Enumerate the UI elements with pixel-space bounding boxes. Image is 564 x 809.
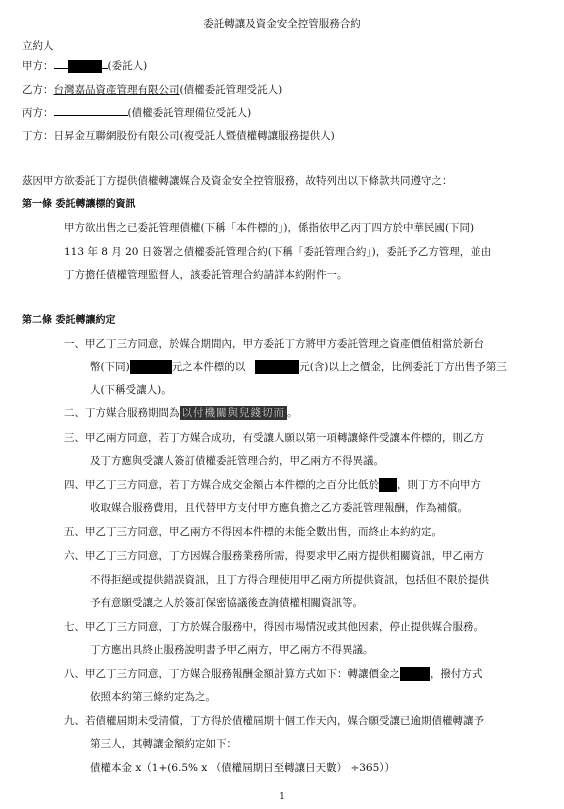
item-8-line-1 — [64, 666, 483, 681]
item-1-redaction-b — [255, 360, 299, 374]
item-9-line-1: 九、若債權屆期未受清償，丁方得於債權屆期十個工作天內，媒合願受讓已逾期債權轉讓予 — [64, 715, 484, 727]
article-1-line-2: 113 年 8 月 20 日簽署之債權委託管理合約(下稱「委託管理合約」)，委託予乙方管理，並由 — [64, 246, 492, 258]
party-d-label: 丁方： — [22, 130, 54, 142]
party-c-label: 丙方： — [22, 107, 54, 119]
party-d-line — [22, 128, 335, 143]
item-1-redaction-a — [130, 360, 172, 374]
item-1-line-2 — [90, 359, 507, 374]
item-9-line-2: 第三人，其轉讓金額約定如下： — [90, 738, 237, 750]
item-8-text-b: ，撥付方式 — [430, 668, 483, 680]
party-c-blank — [54, 115, 128, 116]
article-1-line-3: 丁方擔任債權管理監督人，該委託管理合約請詳本約附件一。 — [64, 269, 348, 281]
item-8-text-a: 八、甲乙丁三方同意，丁方媒合服務報酬金額計算方式如下：轉讓價金之 — [64, 668, 400, 680]
item-3-line-1: 三、甲乙兩方同意，若丁方媒合成功，有受讓人願以第一項轉讓條件受讓本件標的，則乙方 — [64, 432, 484, 444]
article-2-heading: 第二條 委託轉讓約定 — [22, 315, 116, 326]
parties-heading: 立約人 — [22, 40, 54, 52]
party-b-label: 乙方： — [22, 84, 54, 96]
item-6-line-2: 不得拒絕或提供錯誤資訊，且丁方得合理使用甲乙兩方所提供資訊，包括但不限於提供 — [90, 574, 489, 586]
party-d-text: 日昇金互聯網股份有限公司(複受託人暨債權轉讓服務提供人) — [53, 130, 335, 142]
item-7-line-2: 丁方應出具終止服務說明書予甲乙兩方，甲乙兩方不得異議。 — [90, 644, 374, 656]
item-9-formula: 債權本金 x（1+(6.5% x （債權屆期日至轉讓日天數） ÷365）） — [90, 762, 396, 774]
party-b-name: 台灣嘉品資產管理有限公司 — [53, 84, 180, 96]
item-4-line-1 — [64, 477, 481, 492]
item-1-text-a: 幣(下同) — [90, 361, 130, 373]
item-7-line-1: 七、甲乙丁三方同意，丁方於媒合服務中，得因市場情況或其他因素，停止提供媒合服務。 — [64, 621, 484, 633]
intro-paragraph: 茲因甲方欲委託丁方提供債權轉讓媒合及資金安全控管服務，故特列出以下條款共同遵守之： — [22, 175, 453, 187]
item-4-text-b: ，則丁方不向甲方 — [397, 479, 481, 491]
item-4-redaction — [379, 478, 397, 492]
party-a-redaction — [68, 60, 102, 73]
party-c-role: (債權委託管理備位受託人) — [127, 107, 252, 119]
party-a-role: (委託人) — [107, 60, 148, 72]
item-8-line-2: 依照本約第三條約定為之。 — [90, 691, 216, 703]
item-2-text-a: 二、丁方媒合服務期間為 — [64, 407, 180, 419]
item-3-line-2: 及丁方應與受讓人簽訂債權委託管理合約，甲乙兩方不得異議。 — [90, 455, 384, 467]
item-2-line — [64, 405, 298, 420]
item-2-text-b: 。 — [287, 407, 298, 419]
item-6-line-1: 六、甲乙丁三方同意，丁方因媒合服務業務所需，得要求甲乙兩方提供相關資訊，甲乙兩方 — [64, 550, 484, 562]
article-1-line-1: 甲方欲出售之已委託管理債權(下稱「本件標的」)，係指依甲乙丙丁四方於中華民國(下同) — [64, 222, 475, 234]
item-1-text-c: 元(含)以上之價金，比例委託丁方出售予第三 — [299, 361, 507, 373]
party-b-role: (債權委託管理受託人) — [179, 84, 283, 96]
page-number: 1 — [279, 792, 285, 802]
item-1-line-1: 一、甲乙丁三方同意，於媒合期間內，甲方委託丁方將甲方委託管理之資產價值相當於新台 — [64, 338, 484, 350]
item-2-obscured-period: 以付機關與兒錢切而 — [181, 407, 285, 419]
party-a-label: 甲方： — [22, 60, 54, 72]
party-b-line — [22, 82, 282, 97]
document-title: 委託轉讓及資金安全控管服務合約 — [203, 18, 361, 30]
party-a-line — [22, 58, 147, 73]
item-1-line-3: 人(下稱受讓人)。 — [90, 384, 172, 396]
item-4-line-2: 收取媒合服務費用，且代替甲方支付甲方應負擔之乙方委託管理報酬，作為補償。 — [90, 502, 468, 514]
item-6-line-3: 予有意願受讓之人於簽訂保密協議後查詢債權相關資訊等。 — [90, 597, 363, 609]
item-5-line: 五、甲乙丁三方同意，甲乙兩方不得因本件標的未能全數出售，而終止本約約定。 — [64, 526, 442, 538]
party-a-blank — [54, 68, 68, 69]
item-8-redaction — [400, 667, 430, 681]
party-c-line — [22, 105, 251, 120]
item-1-text-b: 元之本件標的以 — [171, 361, 246, 373]
item-4-text-a: 四、甲乙丁三方同意，若丁方媒合成交金額占本件標的之百分比低於 — [64, 479, 379, 491]
article-1-heading: 第一條 委託轉讓標的資訊 — [22, 199, 136, 210]
